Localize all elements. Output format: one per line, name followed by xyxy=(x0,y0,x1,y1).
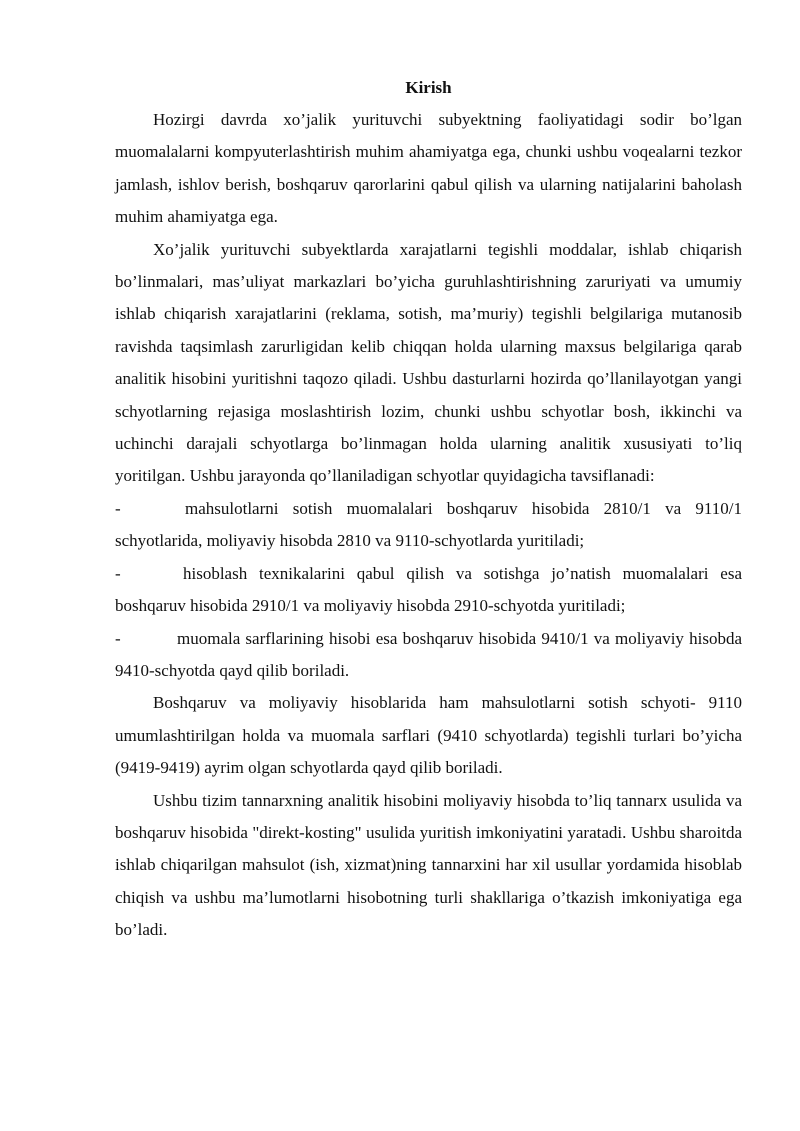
bullet-text: mahsulotlarni sotish muomalalari boshqaruv hisobida 2810/1 va 9110/1 schyotlarida, moliyaviy hisobda 2810 va 9110-schyotlarda yuritiladi; xyxy=(115,498,742,551)
paragraph-summary: Boshqaruv va moliyaviy hisoblarida ham mahsulotlarni sotish schyoti- 9110 umumlashtirilgan holda va muomala sarflari (9410 schyotlarda) tegishli turlari bo’yicha (9419-9419) ayrim olgan schyotlarda qayd qilib boriladi. xyxy=(115,693,742,778)
document-title: Kirish xyxy=(405,78,452,97)
paragraph-intro: Hozirgi davrda xo’jalik yurituvchi subyektning faoliyatidagi sodir bo’lgan muomalalarni kompyuterlashtirish muhim ahamiyatga ega, chunki ushbu voqealarni tezkor jamlash, ishlov berish, boshqaruv qarorlarini qabul qilish va ularning natijalarini baholash muhim ahamiyatga ega. xyxy=(115,110,742,227)
bullet-item-sales: - mahsulotlarni sotish muomalalari boshqaruv hisobida 2810/1 va 9110/1 schyotlarida, moliyaviy hisobda 2810 va 9110-schyotlarda yuritiladi; xyxy=(115,498,742,551)
bullet-text: hisoblash texnikalarini qabul qilish va sotishga jo’natish muomalalari esa boshqaruv hisobida 2910/1 va moliyaviy hisobda 2910-schyotda yuritiladi; xyxy=(115,563,742,616)
bullet-text: muomala sarflarining hisobi esa boshqaruv hisobida 9410/1 va moliyaviy hisobda 9410-schyotda qayd qilib boriladi. xyxy=(115,628,742,680)
bullet-item-computing: - hisoblash texnikalarini qabul qilish va sotishga jo’natish muomalalari esa boshqaruv hisobida 2910/1 va moliyaviy hisobda 2910-schyotda yuritiladi; xyxy=(115,563,742,616)
paragraph-accounts: Xo’jalik yurituvchi subyektlarda xarajatlarni tegishli moddalar, ishlab chiqarish bo’linmalari, mas’uliyat markazlari bo’yicha guruhlashtirishning zaruriyati va umumiy ishlab chiqarish xarajatlarini (reklama, sotish, ma’muriy) tegishli belgilariga mutanosib ravishda taqsimlash zarurligidan kelib chiqqan holda ularning maxsus belgilariga qarab analitik hisobini yuritishni taqozo qiladi. Ushbu dasturlarni hozirda qo’llanilayotgan yangi schyotlarning rejasiga moslashtirish lozim, chunki ushbu schyotlar bosh, ikkinchi va uchinchi darajali schyotlarga bo’linmagan holda ularning analitik xususiyati to’liq yoritilgan. Ushbu jarayonda qo’llaniladigan schyotlar quyidagicha tavsiflanadi: xyxy=(115,239,742,486)
document-page xyxy=(115,74,742,947)
paragraph-costing: Ushbu tizim tannarxning analitik hisobini moliyaviy hisobda to’liq tannarx usulida va boshqaruv hisobida "direkt-kosting" usulida yuritish imkoniyatini yaratadi. Ushbu sharoitda ishlab chiqarilgan mahsulot (ish, xizmat)ning tannarxini har xil usullar yordamida hisoblab chiqish va ushbu ma’lumotlarni hisobotning turli shakllariga o’tkazish imkoniyatiga ega bo’ladi. xyxy=(115,790,742,940)
bullet-item-expenses: - muomala sarflarining hisobi esa boshqaruv hisobida 9410/1 va moliyaviy hisobda 9410-schyotda qayd qilib boriladi. xyxy=(115,628,742,680)
